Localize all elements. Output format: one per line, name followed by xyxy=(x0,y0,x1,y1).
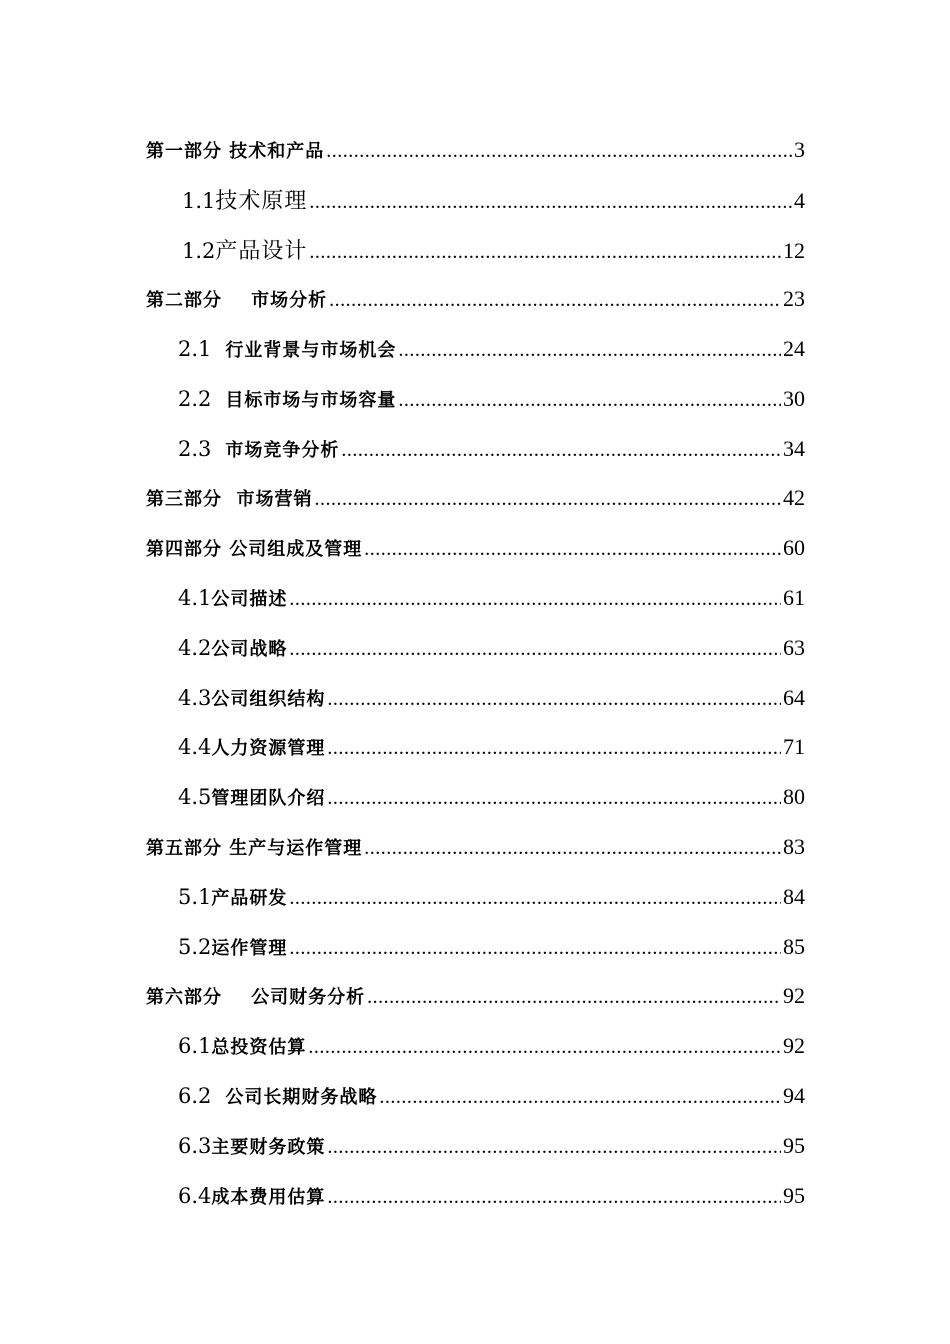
toc-entry-5-1[interactable] xyxy=(0,872,950,922)
dot-leader xyxy=(341,439,781,462)
toc-entry-label: 产品设计 xyxy=(215,238,308,264)
toc-page-number: 84 xyxy=(783,883,805,909)
toc-entry-label: 第三部分 市场营销 xyxy=(146,489,313,511)
toc-page-number: 4 xyxy=(794,188,805,214)
toc-entry-label: 主要财务政策 xyxy=(211,1136,326,1158)
toc-page-number: 95 xyxy=(783,1132,805,1158)
toc-entry-label: 人力资源管理 xyxy=(211,738,326,760)
toc-page-number: 92 xyxy=(783,983,805,1009)
toc-entry-number: 4.5 xyxy=(178,785,212,810)
dot-leader xyxy=(289,638,781,661)
toc-entry-4-2[interactable] xyxy=(0,623,950,673)
toc-entry-label: 公司战略 xyxy=(211,638,288,660)
toc-entry-label: 目标市场与市场容量 xyxy=(218,389,397,411)
toc-entry-label: 公司长期财务战略 xyxy=(218,1087,378,1109)
toc-entry-number: 4.3 xyxy=(178,685,212,710)
toc-entry-label: 运作管理 xyxy=(211,937,288,959)
toc-entry-number: 1.1 xyxy=(182,189,216,214)
toc-page-number: 34 xyxy=(783,435,805,461)
toc-entry-label: 总投资估算 xyxy=(211,1037,307,1059)
toc-page-number: 12 xyxy=(783,237,805,263)
toc-entry-number: 4.4 xyxy=(178,735,212,760)
toc-entry-label: 公司组织结构 xyxy=(211,688,326,710)
dot-leader xyxy=(309,241,781,264)
toc-entry-6-3[interactable] xyxy=(0,1121,950,1171)
toc-entry-number: 2.3 xyxy=(178,436,219,461)
toc-entry-2-1[interactable] xyxy=(0,324,950,374)
toc-entry-label: 第二部分 市场分析 xyxy=(146,290,328,312)
toc-entry-5-2[interactable] xyxy=(0,922,950,972)
toc-page-number: 71 xyxy=(783,734,805,760)
toc-entry-label: 第六部分 公司财务分析 xyxy=(146,987,366,1009)
toc-entry-number: 4.1 xyxy=(178,586,212,611)
toc-page-number: 63 xyxy=(783,634,805,660)
dot-leader xyxy=(327,787,781,810)
toc-page-number: 92 xyxy=(783,1033,805,1059)
dot-leader xyxy=(289,937,781,960)
toc-entry-part-4[interactable] xyxy=(0,523,950,573)
toc-page-number: 64 xyxy=(783,684,805,710)
toc-entry-2-3[interactable] xyxy=(0,424,950,474)
toc-entry-6-2[interactable] xyxy=(0,1071,950,1121)
toc-entry-label: 公司描述 xyxy=(211,589,288,611)
toc-entry-label: 第五部分 生产与运作管理 xyxy=(146,838,363,860)
toc-entry-2-2[interactable] xyxy=(0,374,950,424)
toc-page-number: 80 xyxy=(783,784,805,810)
toc-page-number: 23 xyxy=(783,286,805,312)
toc-entry-4-4[interactable] xyxy=(0,723,950,773)
dot-leader xyxy=(398,389,781,412)
dot-leader xyxy=(327,737,781,760)
dot-leader xyxy=(327,688,781,711)
toc-page-number: 3 xyxy=(794,136,805,162)
dot-leader xyxy=(289,588,781,611)
dot-leader xyxy=(364,538,781,561)
toc-entry-label: 市场竞争分析 xyxy=(218,439,340,461)
dot-leader xyxy=(367,986,781,1009)
toc-entry-number: 1.2 xyxy=(182,238,216,263)
toc-entry-part-5[interactable] xyxy=(0,822,950,872)
toc-entry-part-3[interactable] xyxy=(0,474,950,524)
toc-entry-number: 4.2 xyxy=(178,635,212,660)
dot-leader xyxy=(309,191,792,214)
dot-leader xyxy=(379,1086,781,1109)
toc-entry-number: 6.2 xyxy=(178,1084,219,1109)
toc-entry-4-5[interactable] xyxy=(0,772,950,822)
dot-leader xyxy=(315,488,781,511)
toc-page-number: 83 xyxy=(783,834,805,860)
toc-entry-4-1[interactable] xyxy=(0,573,950,623)
toc-entry-label: 产品研发 xyxy=(211,887,288,909)
toc-entry-number: 6.1 xyxy=(178,1034,212,1059)
dot-leader xyxy=(327,1136,781,1159)
dot-leader xyxy=(289,887,781,910)
toc-page-number: 30 xyxy=(783,385,805,411)
toc-entry-number: 5.1 xyxy=(178,884,212,909)
toc-page-number: 61 xyxy=(783,585,805,611)
toc-entry-number: 6.3 xyxy=(178,1133,212,1158)
toc-entry-label: 技术原理 xyxy=(215,189,308,215)
toc-entry-part-6[interactable] xyxy=(0,972,950,1022)
toc-page-number: 42 xyxy=(783,485,805,511)
toc-entry-1-2[interactable] xyxy=(0,225,950,275)
dot-leader xyxy=(329,289,781,312)
toc-entry-part-2[interactable] xyxy=(0,274,950,324)
toc-entry-number: 6.4 xyxy=(178,1183,212,1208)
toc-entry-label: 成本费用估算 xyxy=(211,1186,326,1208)
toc-page-number: 94 xyxy=(783,1083,805,1109)
toc-entry-6-4[interactable] xyxy=(0,1171,950,1221)
dot-leader xyxy=(326,140,792,163)
toc-entry-label: 管理团队介绍 xyxy=(211,788,326,810)
dot-leader xyxy=(327,1186,781,1209)
toc-page-number: 85 xyxy=(783,933,805,959)
toc-entry-6-1[interactable] xyxy=(0,1021,950,1071)
toc-entry-4-3[interactable] xyxy=(0,673,950,723)
toc-entry-number: 5.2 xyxy=(178,934,212,959)
toc-entry-number: 2.1 xyxy=(178,337,219,362)
dot-leader xyxy=(364,837,781,860)
toc-entry-label: 第一部分 技术和产品 xyxy=(146,140,325,162)
dot-leader xyxy=(398,339,781,362)
toc-entry-label: 行业背景与市场机会 xyxy=(218,340,397,362)
toc-page-number: 95 xyxy=(783,1182,805,1208)
toc-entry-1-1[interactable] xyxy=(0,175,950,225)
toc-entry-part-1[interactable] xyxy=(0,125,950,175)
toc-page-number: 60 xyxy=(783,535,805,561)
toc-entry-label: 第四部分 公司组成及管理 xyxy=(146,539,363,561)
dot-leader xyxy=(308,1036,781,1059)
toc-entry-number: 2.2 xyxy=(178,386,219,411)
table-of-contents xyxy=(0,125,950,1221)
toc-page-number: 24 xyxy=(783,336,805,362)
